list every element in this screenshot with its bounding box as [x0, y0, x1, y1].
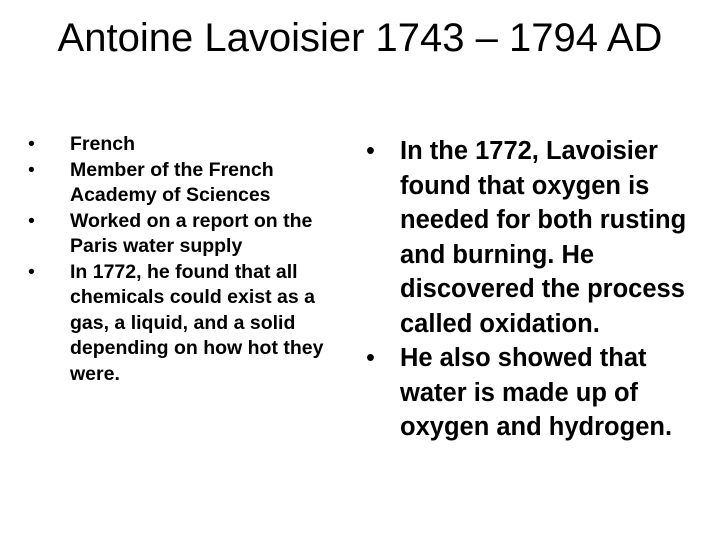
- list-item: [22, 158, 340, 209]
- list-item: [360, 341, 700, 445]
- list-item: [22, 260, 340, 388]
- right-bullet-list: [360, 134, 700, 445]
- bullet-text: In 1772, he found that all chemicals could exist as a gas, a liquid, and a solid depending on how hot they were.: [70, 260, 324, 385]
- bullet-text: In the 1772, Lavoisier found that oxygen is needed for both rusting and burning. He discovered the process called oxidation.: [400, 137, 687, 338]
- bullet-text: French: [70, 133, 136, 155]
- bullet-icon: •: [366, 137, 375, 165]
- bullet-icon: •: [366, 344, 375, 372]
- bullet-icon: •: [28, 158, 35, 181]
- list-item: [22, 132, 340, 158]
- bullet-text: He also showed that water is made up of oxygen and hydrogen.: [400, 344, 673, 441]
- left-bullet-list: [22, 132, 340, 387]
- list-item: [360, 134, 700, 341]
- bullet-text: Worked on a report on the Paris water supply: [70, 209, 313, 257]
- bullet-text: Member of the French Academy of Sciences: [70, 158, 274, 206]
- bullet-icon: •: [28, 260, 35, 283]
- slide-title: Antoine Lavoisier 1743 – 1794 AD: [57, 16, 663, 60]
- bullet-icon: •: [28, 209, 35, 232]
- list-item: [22, 209, 340, 260]
- bullet-icon: •: [28, 133, 35, 155]
